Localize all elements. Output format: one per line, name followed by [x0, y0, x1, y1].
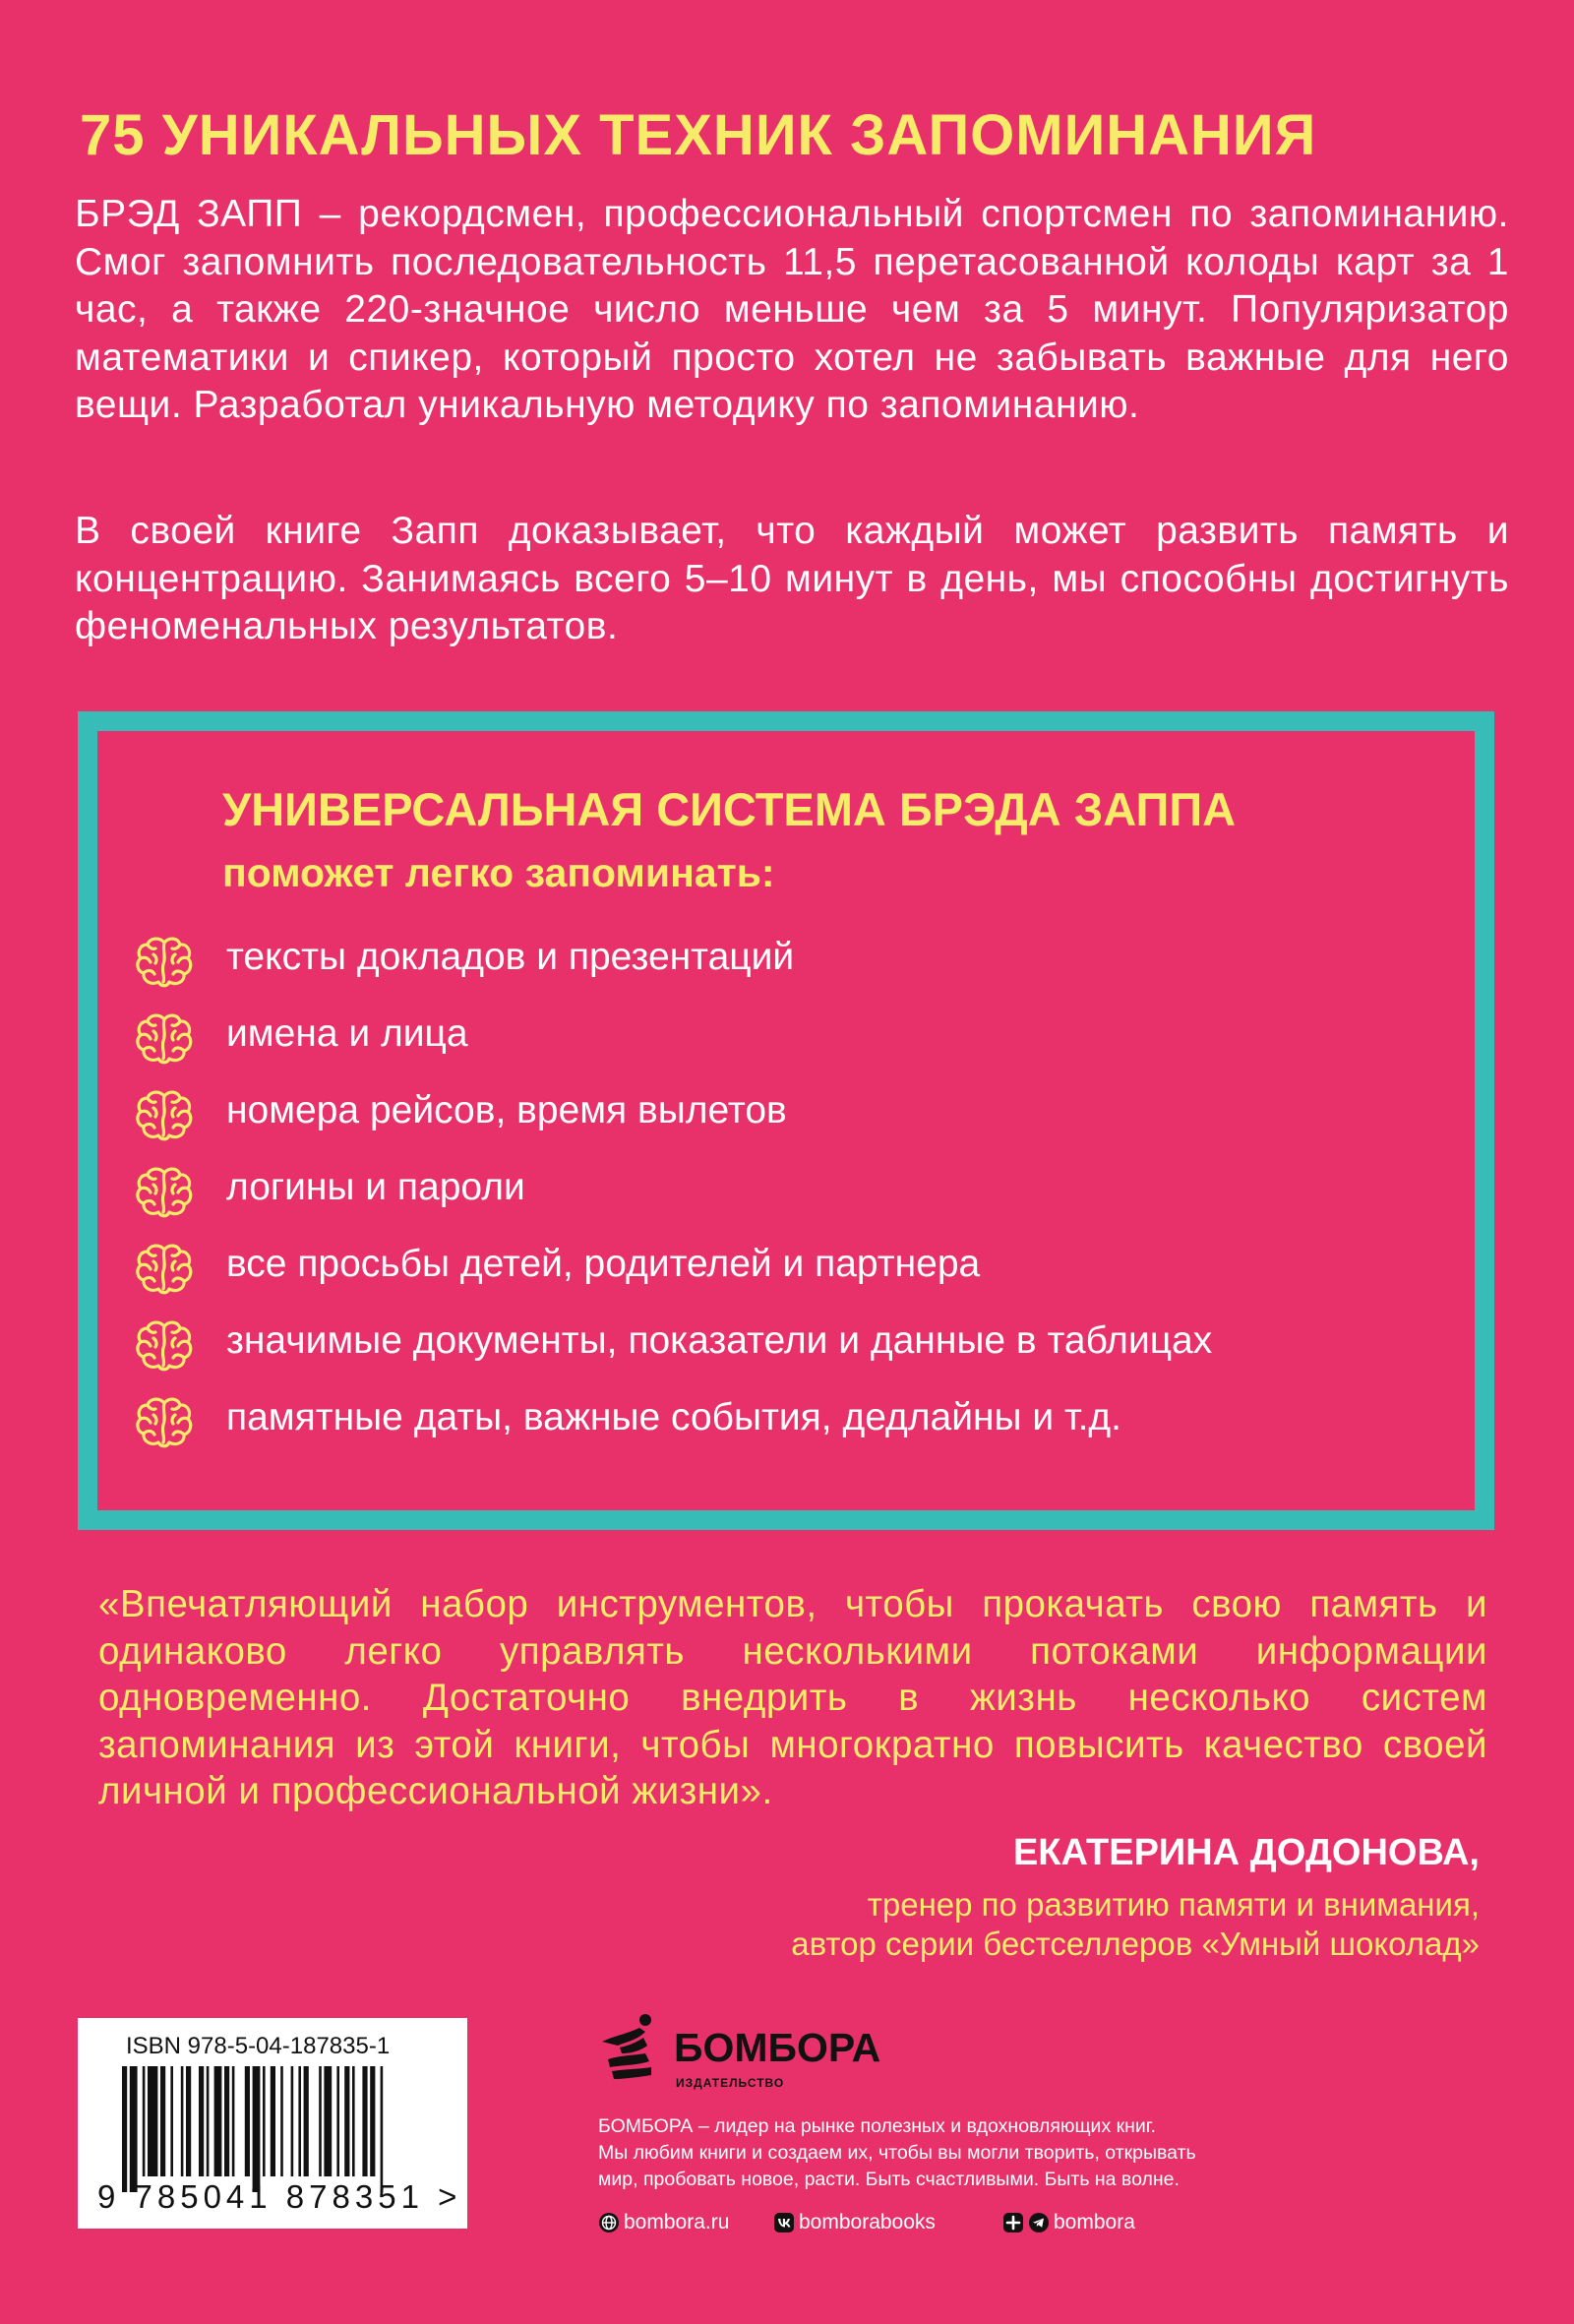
list-item — [134, 1313, 1442, 1389]
review-quote: «Впечатляющий набор инструментов, чтобы прокачать свою память и одинаково легко управлять несколькими потоками информации одновременно. Достаточно внедрить в жизнь несколько систем запоминания из этой книги, чтобы многократно повысить качество своей личной и профессиональной жизни». — [98, 1583, 1487, 1812]
barcode-bar — [160, 2066, 165, 2176]
barcode-bar — [214, 2066, 222, 2176]
barcode-bar — [130, 2066, 138, 2192]
brain-icon — [134, 1011, 195, 1067]
website-label: bombora.ru — [624, 2211, 730, 2233]
brain-icon — [134, 1165, 195, 1220]
telegram-label: bombora — [1054, 2211, 1135, 2233]
list-item — [134, 1006, 1442, 1082]
author-bio: БРЭД ЗАПП – рекордсмен, профессиональный спортсмен по запоминанию. Смог запомнить последовательность 11,5 перетасованной колоды карт за 1 час, а также 220-значное число меньше чем за 5 минут. Популяризатор математики и спикер, который просто хотел не забывать важные для него вещи. Разработал уникальную методику по запоминанию. — [75, 193, 1509, 426]
barcode-bar — [381, 2066, 384, 2192]
brain-icon — [134, 1318, 195, 1374]
list-item-text: значимые документы, показатели и данные в таблицах — [226, 1319, 1213, 1362]
list-item-text: имена и лица — [226, 1012, 468, 1055]
barcode-bar — [298, 2066, 301, 2176]
list-item-text: логины и пароли — [226, 1166, 525, 1208]
review-author: ЕКАТЕРИНА ДОДОНОВА, — [1012, 1832, 1480, 1873]
barcode-bar — [224, 2066, 229, 2176]
ean-digits: 9 785041 878351 > — [97, 2178, 462, 2215]
telegram-icon — [1028, 2212, 1050, 2233]
barcode-bar — [291, 2066, 294, 2176]
barcode-bar — [344, 2066, 349, 2176]
list-item — [134, 929, 1442, 1006]
publisher-brand: БОМБОРА — [674, 2025, 881, 2070]
publisher-line: БОМБОРА – лидер на рынке полезных и вдохновляющих книг. — [598, 2115, 1156, 2137]
barcode-bar — [122, 2066, 127, 2192]
book-description: В своей книге Запп доказывает, что каждый может развить память и концентрацию. Занимаясь всего 5–10 минут в день, мы способны достигнуть феноменальных результатов. — [75, 510, 1509, 647]
barcode-bar — [352, 2066, 355, 2176]
vk-link[interactable] — [773, 2209, 936, 2236]
barcode-bar — [245, 2066, 250, 2176]
barcode-bar — [143, 2066, 146, 2176]
barcode-bar — [148, 2066, 157, 2176]
author-role-line: автор серии бестселлеров «Умный шоколад» — [791, 1926, 1480, 1962]
barcode-bar — [324, 2066, 332, 2176]
benefits-title: УНИВЕРСАЛЬНАЯ СИСТЕМА БРЭДА ЗАППА — [222, 783, 1237, 835]
telegram-link[interactable] — [1002, 2209, 1135, 2236]
list-item — [134, 1236, 1442, 1313]
list-item-text: памятные даты, важные события, дедлайны и т.д. — [226, 1396, 1122, 1438]
barcode-bar — [370, 2066, 375, 2176]
list-item-text: все просьбы детей, родителей и партнера — [226, 1243, 981, 1285]
benefits-subtitle: поможет легко запоминать: — [222, 850, 775, 895]
barcode-bar — [181, 2066, 184, 2176]
publisher-line: мир, пробовать новое, расти. Быть счастливыми. Быть на волне. — [598, 2169, 1180, 2190]
barcode-bar — [186, 2066, 191, 2176]
brain-icon — [134, 935, 195, 990]
barcode-bar — [170, 2066, 173, 2176]
review-author-role — [791, 1885, 1480, 1964]
barcode-bar — [207, 2066, 210, 2176]
barcode-bar — [280, 2066, 283, 2176]
list-item — [134, 1082, 1442, 1159]
brain-icon — [134, 1242, 195, 1297]
publisher-brand-sub: ИЗДАТЕЛЬСТВО — [676, 2076, 785, 2090]
barcode-bar — [263, 2066, 266, 2176]
isbn-label: ISBN 978-5-04-187835-1 — [126, 2033, 391, 2059]
plus-icon — [1002, 2212, 1024, 2233]
barcode-bar — [319, 2066, 322, 2176]
brain-icon — [134, 1395, 195, 1450]
list-item-text: номера рейсов, время вылетов — [226, 1089, 787, 1131]
barcode-bar — [199, 2066, 204, 2176]
publisher-line: Мы любим книги и создаем их, чтобы вы могли творить, открывать — [598, 2142, 1196, 2164]
vk-icon — [773, 2212, 795, 2233]
list-item-text: тексты докладов и презентаций — [226, 936, 795, 978]
bombora-logo-icon — [594, 2012, 671, 2087]
list-item — [134, 1159, 1442, 1236]
headline: 75 УНИКАЛЬНЫХ ТЕХНИК ЗАПОМИНАНИЯ — [80, 103, 1317, 167]
barcode-bar — [304, 2066, 309, 2176]
website-link[interactable] — [598, 2209, 729, 2236]
benefits-list — [134, 929, 1442, 1466]
author-role-line: тренер по развитию памяти и внимания, — [867, 1886, 1480, 1923]
barcode-bar — [271, 2066, 275, 2176]
barcode-bar — [362, 2066, 367, 2176]
brain-icon — [134, 1088, 195, 1143]
vk-label: bomborabooks — [799, 2211, 936, 2233]
publisher-description — [598, 2113, 1196, 2193]
list-item — [134, 1389, 1442, 1466]
barcode-bar — [336, 2066, 339, 2176]
barcode — [122, 2066, 415, 2192]
barcode-bar — [232, 2066, 235, 2176]
barcode-bar — [253, 2066, 261, 2192]
globe-icon — [598, 2212, 620, 2233]
